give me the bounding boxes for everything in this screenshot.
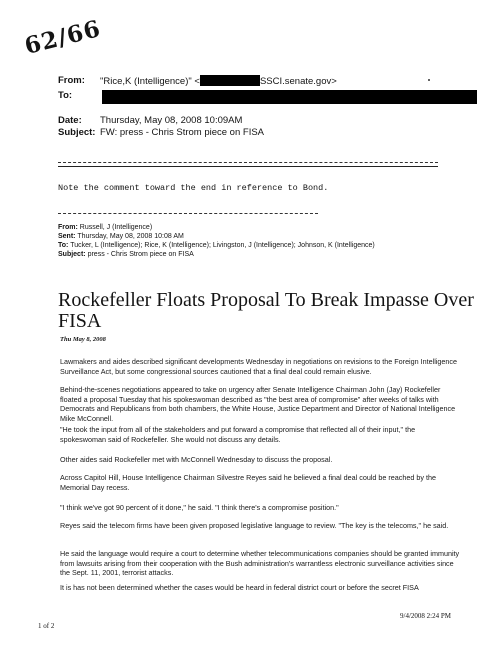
to-label: To: [58,90,73,101]
forwarded-from: From: Russell, J (Intelligence) [58,224,153,231]
divider [58,166,438,167]
article-dateline: Thu May 8, 2008 [60,336,106,343]
article-paragraph: "He took the input from all of the stakeholders and put forward a compromise that reflected all of their input," the spokeswoman said of Rockefeller. She would not discuss any details. [60,425,416,444]
article-paragraph: Behind-the-scenes negotiations appeared to take on urgency after Senate Intelligence Chairman John (Jay) Rockefeller floated a proposal Tuesday that his spokeswoman described as "the best area of compromise" after weeks of talks with Democrats and Republicans from both chambers, the White House, Justice Department and Director of National Intelligence Mike McConnell. [60,385,456,423]
article-paragraph: Across Capitol Hill, House Intelligence Chairman Silvestre Reyes said he believed a final deal could be reached by the Memorial Day recess. [60,473,436,492]
speck [428,79,430,81]
from-domain: SSCI.senate.gov> [259,76,337,87]
article-paragraph: It is has not been determined whether the cases would be heard in federal district court or before the secret FISA [60,583,419,592]
forwarded-subject: Subject: press - Chris Strom piece on FISA [58,251,194,258]
forwarded-sent: Sent: Thursday, May 08, 2008 10:08 AM [58,233,184,240]
subject-label: Subject: [58,127,96,138]
redaction-box [102,90,477,104]
page-number: 1 of 2 [38,622,55,630]
from-label: From: [58,75,85,86]
article-paragraph: Lawmakers and aides described significant developments Wednesday in negotiations on revisions to the Foreign Intelligence Surveillance Act, but some congressional sources cautioned that a final deal could remain elusive. [60,357,458,376]
redaction-box [200,75,260,86]
from-name: "Rice,K (Intelligence)" < [100,76,200,87]
article-paragraph: Other aides said Rockefeller met with McConnell Wednesday to discuss the proposal. [60,455,333,464]
from-value [100,75,337,87]
print-timestamp: 9/4/2008 2:24 PM [400,612,451,620]
email-note: Note the comment toward the end in reference to Bond. [58,183,329,193]
article-paragraph: Reyes said the telecom firms have been given proposed legislative language to review. "The key is the telecoms," he said. [60,521,449,530]
divider [58,162,438,163]
article-headline: Rockefeller Floats Proposal To Break Impasse Over FISA [58,289,474,332]
divider [58,213,318,214]
handwritten-annotation: 62/66 [21,15,104,60]
date-value: Thursday, May 08, 2008 10:09AM [100,115,243,126]
date-label: Date: [58,115,82,126]
article-paragraph: "I think we've got 90 percent of it done," he said. "I think there's a compromise position." [60,503,339,512]
forwarded-to: To: Tucker, L (Intelligence); Rice, K (Intelligence); Livingston, J (Intelligence); Johnson, K (Intelligence) [58,242,375,249]
article-paragraph: He said the language would require a court to determine whether telecommunications companies should be granted immunity from lawsuits arising from their cooperation with the Bush administration's warrantless electronic surveillance activities since the Sept. 11, 2001, terrorist attacks. [60,549,460,578]
subject-value: FW: press - Chris Strom piece on FISA [100,127,265,138]
